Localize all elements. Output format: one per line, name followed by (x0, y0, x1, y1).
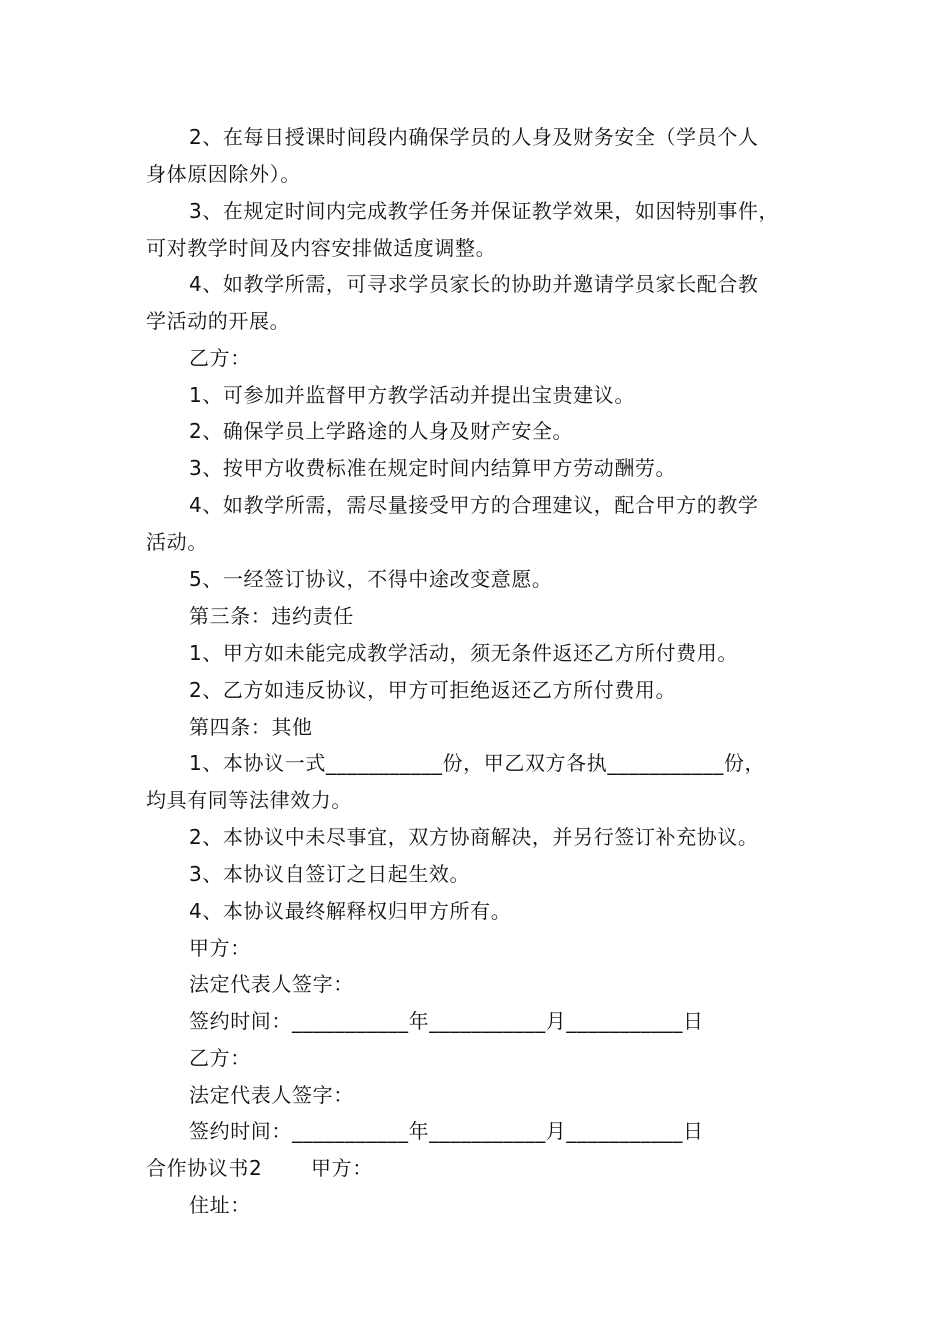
address-label: 住址： (189, 1193, 251, 1217)
clause-text: 4、本协议最终解释权归甲方所有。 (189, 899, 512, 923)
clause-text: 可对教学时间及内容安排做适度调整。 (146, 236, 497, 260)
clause-text: 均具有同等法律效力。 (146, 788, 352, 812)
clause-text: 2、本协议中未尽事宜，双方协商解决，并另行签订补充协议。 (189, 825, 759, 849)
legal-representative-signature-label: 法定代表人签字： (189, 972, 354, 996)
article-4-heading: 第四条：其他 (189, 715, 313, 739)
clause-text: 3、按甲方收费标准在规定时间内结算甲方劳动酬劳。 (189, 456, 677, 480)
party-a-signature-label: 甲方： (189, 936, 251, 960)
clause-text: 2、确保学员上学路途的人身及财产安全。 (189, 419, 574, 443)
clause-text: 3、本协议自签订之日起生效。 (189, 862, 471, 886)
article-3-heading: 第三条：违约责任 (189, 604, 354, 628)
clause-text: 活动。 (146, 530, 208, 554)
clause-text: 5、一经签订协议，不得中途改变意愿。 (189, 567, 553, 591)
party-b-heading: 乙方： (189, 346, 251, 370)
clause-text: 3、在规定时间内完成教学任务并保证教学效果，如因特别事件， (189, 199, 780, 223)
legal-representative-signature-label: 法定代表人签字： (189, 1083, 354, 1107)
clause-text: 身体原因除外）。 (146, 162, 301, 186)
clause-text: 4、如教学所需，需尽量接受甲方的合理建议，配合甲方的教学 (189, 493, 759, 517)
clause-text: 1、可参加并监督甲方教学活动并提出宝贵建议。 (189, 383, 635, 407)
clause-text: 1、本协议一式___________份，甲乙双方各执___________份， (189, 751, 766, 775)
signing-date-line: 签约时间：___________年___________月___________日 (189, 1009, 704, 1033)
clause-text: 2、在每日授课时间段内确保学员的人身及财务安全（学员个人 (189, 125, 759, 149)
clause-text: 4、如教学所需，可寻求学员家长的协助并邀请学员家长配合教 (189, 272, 759, 296)
signing-date-line: 签约时间：___________年___________月___________日 (189, 1119, 704, 1143)
clause-text: 学活动的开展。 (146, 309, 291, 333)
clause-text: 2、乙方如违反协议，甲方可拒绝返还乙方所付费用。 (189, 678, 677, 702)
clause-text: 1、甲方如未能完成教学活动，须无条件返还乙方所付费用。 (189, 641, 738, 665)
party-b-signature-label: 乙方： (189, 1046, 251, 1070)
agreement-2-heading: 合作协议书2 甲方： (146, 1156, 373, 1180)
